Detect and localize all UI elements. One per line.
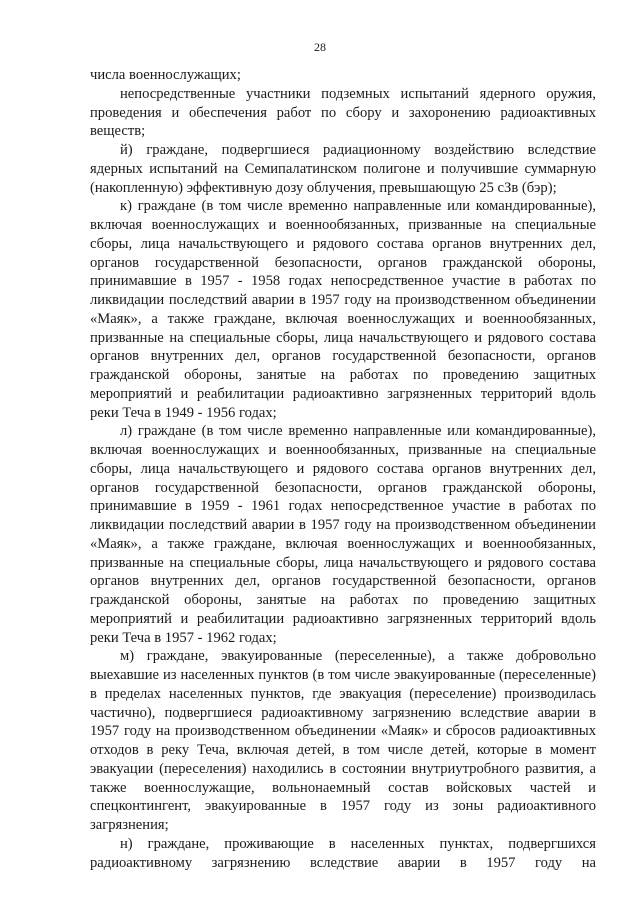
paragraph-item-l: л) граждане (в том числе временно направленные или командированные), включая военнослужащих и военнообязанных, призванные на специальные сборы, лица начальствующего и рядового состава органов внутренних дел, органов государственной безопасности, органов гражданской обороны, принимавшие в 1959 - 1961 годах непосредственное участие в работах по ликвидации последствий аварии в 1957 году на производственном объединении «Маяк», а также граждане, включая военнослужащих и военнообязанных, призванные на специальные сборы, лица начальствующего и рядового состава органов внутренних дел, органов государственной безопасности, органов гражданской обороны, занятые на работах по проведению защитных мероприятий и реабилитации радиоактивно загрязненных территорий вдоль реки Теча в 1957 - 1962 годах; [90,423,596,646]
paragraph-item-m: м) граждане, эвакуированные (переселенные), а также добровольно выехавшие из населенных пунктов (в том числе эвакуированные (переселенные) в пределах населенных пунктов, где эвакуация (переселение) производилась частично), подвергшиеся радиоактивному загрязнению вследствие аварии в 1957 году на производственном объединении «Маяк» и сбросов радиоактивных отходов в реку Теча, включая детей, в том числе детей, которые в момент эвакуации (переселения) находились в состоянии внутриутробного развития, а также военнослужащие, вольнонаемный состав войсковых частей и спецконтингент, эвакуированные в 1957 году из зоны радиоактивного загрязнения; [90,648,596,833]
paragraph-item-y: й) граждане, подвергшиеся радиационному воздействию вследствие ядерных испытаний на Семипалатинском полигоне и получившие суммарную (накопленную) эффективную дозу облучения, превышающую 25 сЗв (бэр); [90,142,596,196]
paragraph-underground-tests: непосредственные участники подземных испытаний ядерного оружия, проведения и обеспечения работ по сбору и захоронению радиоактивных веществ; [90,85,596,140]
document-body [90,66,596,872]
paragraph-item-n: н) граждане, проживающие в населенных пунктах, подвергшихся радиоактивному загрязнению вследствие аварии в 1957 году на [90,835,596,871]
page-number: 28 [314,40,326,54]
paragraph-continuation: числа военнослужащих; [90,67,241,83]
paragraph-item-k: к) граждане (в том числе временно направленные или командированные), включая военнослужащих и военнообязанных, призванные на специальные сборы, лица начальствующего и рядового состава органов внутренних дел, органов государственной безопасности, органов гражданской обороны, принимавшие в 1957 - 1958 годах непосредственное участие в работах по ликвидации последствий аварии в 1957 году на производственном объединении «Маяк», а также граждане, включая военнослужащих и военнообязанных, призванные на специальные сборы, лица начальствующего и рядового состава органов внутренних дел, органов государственной безопасности, органов гражданской обороны, занятые на работах по проведению защитных мероприятий и реабилитации радиоактивно загрязненных территорий вдоль реки Теча в 1949 - 1956 годах; [90,198,596,421]
